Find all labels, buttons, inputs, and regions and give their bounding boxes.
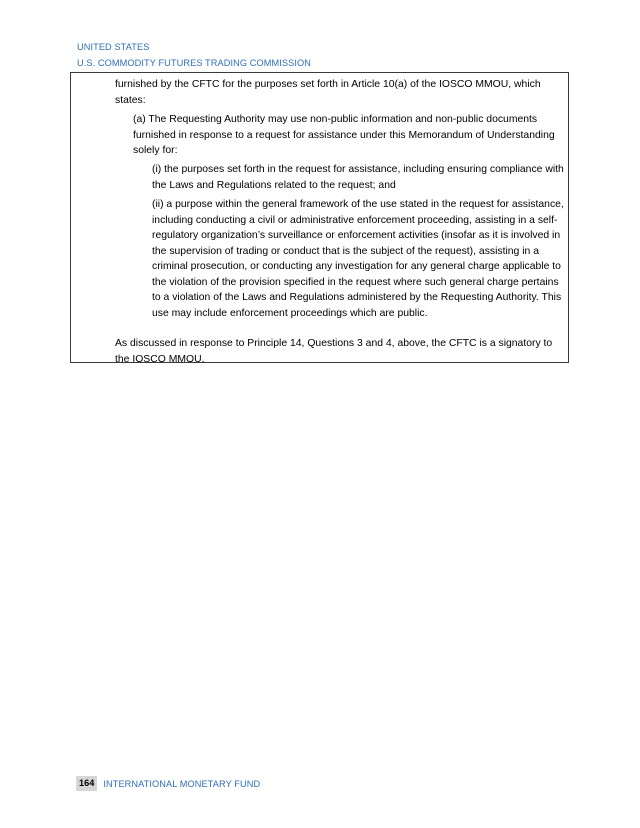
boxed-text-section [70, 72, 569, 363]
page-footer [76, 776, 260, 791]
quoted-item-i: (i) the purposes set forth in the request for assistance, including ensuring compliance with the Laws and Regulations related to the request; and [152, 164, 564, 191]
running-header [77, 40, 311, 71]
intro-paragraph: furnished by the CFTC for the purposes set forth in Article 10(a) of the IOSCO MMOU, which states: [115, 79, 541, 106]
header-agency: U.S. COMMODITY FUTURES TRADING COMMISSION [77, 57, 311, 68]
closing-paragraph: As discussed in response to Principle 14, Questions 3 and 4, above, the CFTC is a signatory to the IOSCO MMOU. [115, 338, 553, 365]
quoted-article-paragraph: (a) The Requesting Authority may use non-public information and non-public documents furnished in response to a request for assistance under this Memorandum of Understanding solely for: [133, 114, 555, 156]
page-number: 164 [76, 776, 97, 791]
footer-publisher: INTERNATIONAL MONETARY FUND [103, 778, 261, 789]
quoted-item-ii: (ii) a purpose within the general framework of the use stated in the request for assistance, including conducting a civil or administrative enforcement proceeding, assisting in a self-regulatory organization’s surveillance or enforcement activities (insofar as it is involved in the supervision of trading or conduct that is the subject of the request), assisting in a criminal prosecution, or conducting any investigation for any general charge applicable to the violation of the provision specified in the request where such general charge pertains to a violation of the Laws and Regulations administered by the Requesting Authority. This use may include enforcement proceedings which are public. [152, 199, 564, 319]
header-country: UNITED STATES [77, 42, 150, 52]
